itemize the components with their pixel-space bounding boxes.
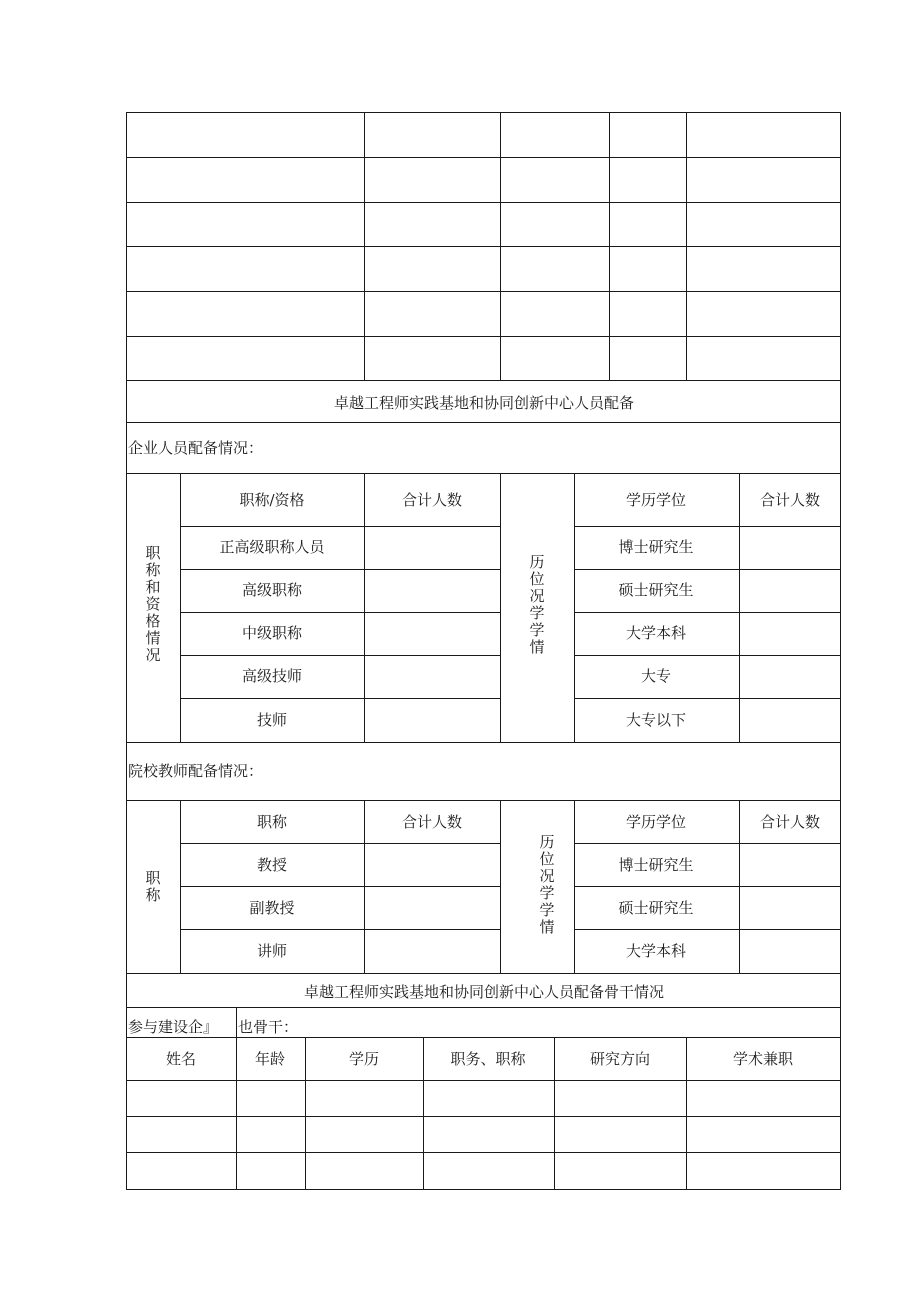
backbone-row-line: [126, 1152, 841, 1153]
faculty-row-line: [574, 929, 841, 930]
backbone-col-header: 姓名: [165, 1050, 197, 1068]
enterprise-row-line: [574, 698, 841, 699]
row-line: [126, 973, 841, 974]
enterprise-header-count-right: 合计人数: [759, 491, 821, 509]
top-table-line: [126, 112, 841, 113]
section-title: 卓越工程师实践基地和协同创新中心人员配备: [333, 394, 635, 412]
enterprise-title-item: 技师: [256, 711, 288, 729]
enterprise-degree-item: 博士研究生: [618, 538, 694, 556]
faculty-header-count: 合计人数: [401, 813, 463, 831]
enterprise-row-line: [364, 526, 501, 527]
backbone-col-header: 学历: [348, 1050, 380, 1068]
enterprise-divider: [500, 473, 501, 742]
enterprise-row-line: [574, 612, 841, 613]
enterprise-right-group-label: 历位况学学情: [529, 553, 545, 656]
enterprise-row-line: [574, 569, 841, 570]
enterprise-title-item: 正高级职称人员: [219, 538, 325, 556]
enterprise-row-line: [180, 655, 365, 656]
faculty-row-line: [180, 843, 501, 844]
backbone-title: 卓越工程师实践基地和协同创新中心人员配备骨干情况: [303, 983, 665, 1001]
enterprise-title-item: 高级职称: [241, 581, 303, 599]
top-table-divider: [364, 112, 365, 380]
backbone-col-header: 学术兼职: [732, 1050, 794, 1068]
enterprise-header-count: 合计人数: [401, 491, 463, 509]
backbone-col-header: 研究方向: [589, 1050, 651, 1068]
faculty-title-item: 副教授: [249, 899, 295, 917]
enterprise-row-line: [364, 569, 501, 570]
row-line: [126, 1007, 841, 1008]
enterprise-row-line: [364, 655, 501, 656]
top-table-line: [126, 157, 841, 158]
faculty-row-line: [180, 929, 501, 930]
enterprise-label: 企业人员配备情况：: [128, 439, 264, 457]
faculty-left-group-label: 职称: [145, 869, 161, 904]
row-line: [126, 422, 841, 423]
enterprise-title-item: 中级职称: [241, 624, 303, 642]
enterprise-header-title: 职称/资格: [239, 491, 305, 509]
backbone-divider: [236, 1037, 237, 1190]
backbone-divider: [554, 1037, 555, 1190]
table-border-bottom: [126, 1189, 841, 1190]
backbone-label-cont: 也骨干：: [238, 1018, 299, 1036]
backbone-label-divider: [236, 1007, 237, 1037]
faculty-degree-item: 大学本科: [625, 942, 687, 960]
backbone-col-header: 年龄: [254, 1050, 286, 1068]
enterprise-divider: [180, 473, 181, 742]
top-table-line: [126, 291, 841, 292]
top-table-line: [126, 336, 841, 337]
faculty-label: 院校教师配备情况：: [128, 762, 264, 780]
top-table-divider: [609, 112, 610, 380]
faculty-degree-item: 硕士研究生: [618, 899, 694, 917]
enterprise-row-line: [364, 612, 501, 613]
faculty-degree-item: 博士研究生: [618, 856, 694, 874]
enterprise-degree-item: 大专: [640, 667, 672, 685]
enterprise-divider: [739, 473, 740, 742]
top-table-line: [126, 202, 841, 203]
enterprise-title-item: 高级技师: [241, 667, 303, 685]
backbone-col-header: 职务、职称: [450, 1050, 526, 1068]
row-line: [126, 1037, 841, 1038]
backbone-row-line: [126, 1080, 841, 1081]
table-border-right: [840, 112, 841, 1190]
faculty-right-group-label: 历位况学学情: [539, 833, 555, 936]
row-line: [126, 800, 841, 801]
top-table-divider: [500, 112, 501, 380]
backbone-row-line: [126, 1116, 841, 1117]
faculty-row-line: [180, 886, 501, 887]
row-line: [126, 742, 841, 743]
enterprise-row-line: [180, 569, 365, 570]
row-line: [126, 473, 841, 474]
faculty-row-line: [574, 886, 841, 887]
enterprise-degree-item: 大学本科: [625, 624, 687, 642]
top-table-divider: [686, 112, 687, 380]
top-table-line: [126, 380, 841, 381]
table-border-left: [126, 112, 127, 1190]
enterprise-header-degree: 学历学位: [625, 491, 687, 509]
backbone-divider: [305, 1037, 306, 1190]
enterprise-row-line: [574, 526, 841, 527]
enterprise-row-line: [180, 526, 365, 527]
faculty-title-item: 讲师: [256, 942, 288, 960]
faculty-header-degree: 学历学位: [625, 813, 687, 831]
enterprise-row-line: [574, 655, 841, 656]
backbone-label: 参与建设企』: [128, 1018, 219, 1036]
enterprise-row-line: [180, 698, 365, 699]
faculty-title-item: 教授: [256, 856, 288, 874]
faculty-header-title: 职称: [256, 813, 288, 831]
faculty-header-count-right: 合计人数: [759, 813, 821, 831]
enterprise-divider: [574, 473, 575, 742]
faculty-row-line: [574, 843, 841, 844]
backbone-divider: [423, 1037, 424, 1190]
enterprise-degree-item: 大专以下: [625, 711, 687, 729]
enterprise-row-line: [180, 612, 365, 613]
enterprise-degree-item: 硕士研究生: [618, 581, 694, 599]
enterprise-left-group-label: 职称和资格情况: [145, 544, 161, 664]
backbone-divider: [686, 1037, 687, 1190]
enterprise-divider: [364, 473, 365, 742]
enterprise-row-line: [364, 698, 501, 699]
top-table-line: [126, 246, 841, 247]
